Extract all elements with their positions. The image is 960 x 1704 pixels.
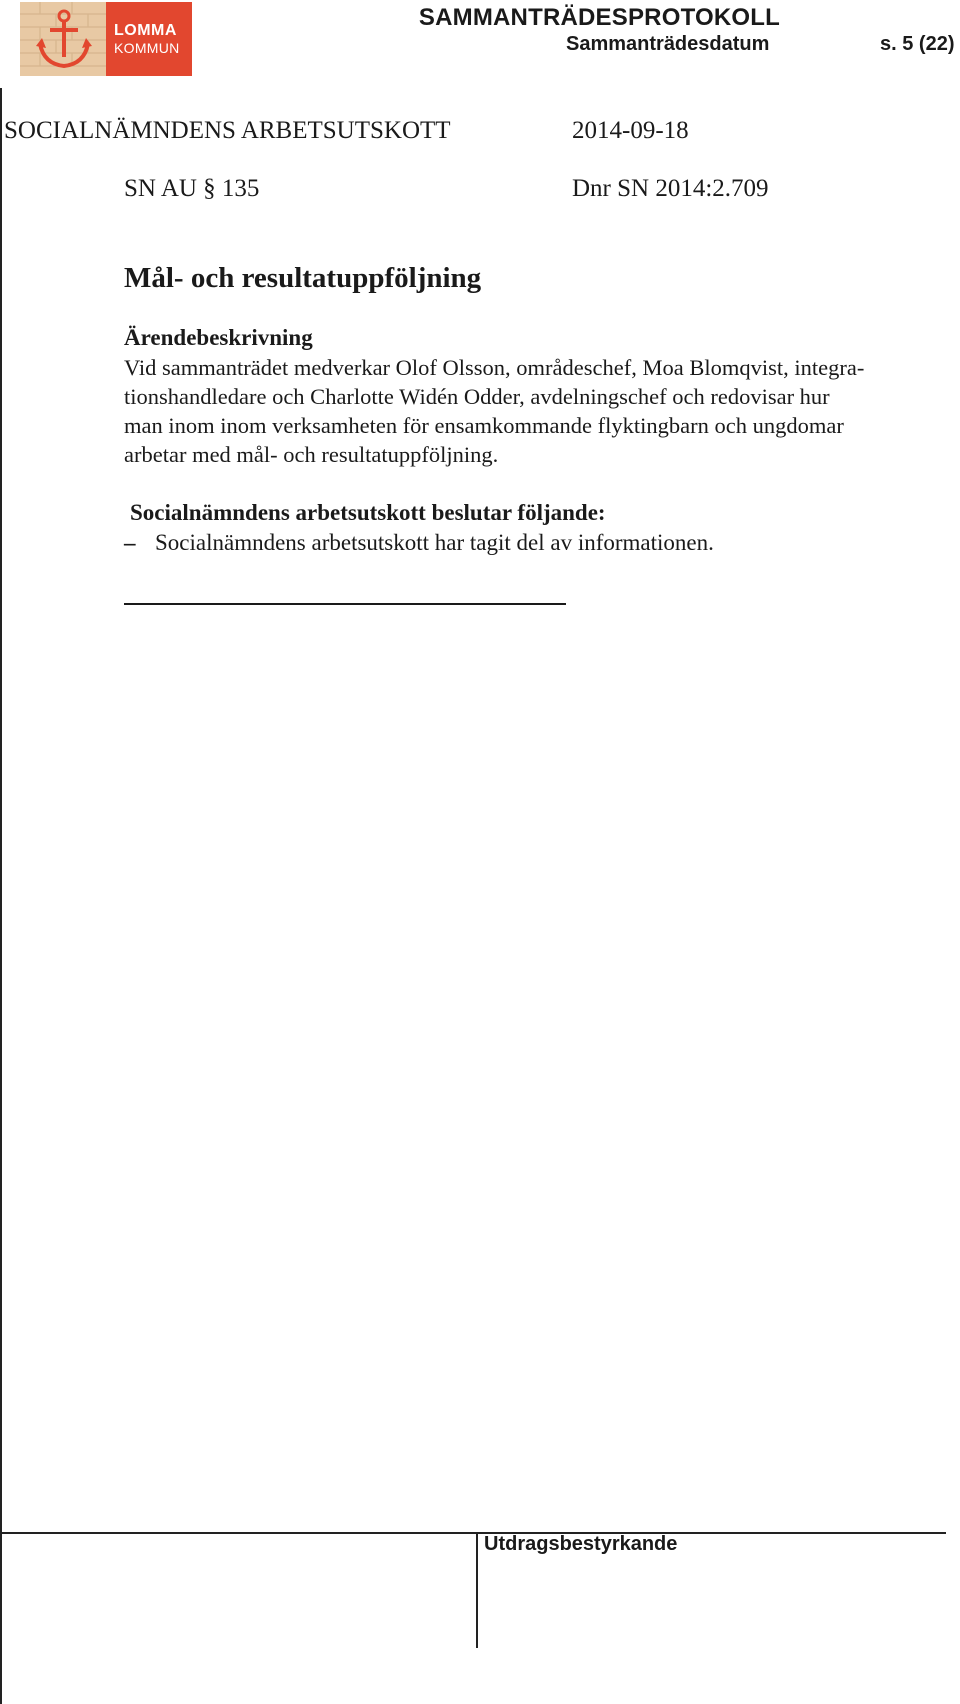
decision-heading: Socialnämndens arbetsutskott beslutar följande: — [130, 500, 606, 525]
logo-text-lomma: LOMMA — [114, 22, 177, 39]
description-line: Vid sammanträdet medverkar Olof Olsson, områdeschef, Moa Blomqvist, integra- — [124, 355, 865, 380]
lomma-kommun-logo — [20, 2, 192, 76]
decision-text: Socialnämndens arbetsutskott har tagit del av informationen. — [155, 530, 714, 555]
committee-name: SOCIALNÄMNDENS ARBETSUTSKOTT — [4, 117, 451, 144]
meeting-date: 2014-09-18 — [572, 117, 689, 144]
logo-text-kommun: KOMMUN — [114, 40, 180, 56]
description-line: man inom inom verksamheten för ensamkommande flyktingbarn och ungdomar — [124, 413, 844, 438]
decision-item — [124, 530, 714, 556]
decision-bullet: – — [124, 530, 136, 555]
footer-divider — [476, 1532, 478, 1648]
meeting-date-label: Sammanträdesdatum — [566, 33, 770, 55]
paragraph-number: SN AU § 135 — [124, 175, 260, 202]
agenda-item-title: Mål- och resultatuppföljning — [124, 262, 482, 294]
page-number: s. 5 (22) — [880, 33, 955, 55]
document-type-title: SAMMANTRÄDESPROTOKOLL — [418, 4, 780, 31]
left-margin-rule — [0, 88, 2, 1704]
case-description-heading: Ärendebeskrivning — [124, 325, 313, 350]
registration-number: Dnr SN 2014:2.709 — [572, 175, 769, 202]
description-line: arbetar med mål- och resultatuppföljning. — [124, 442, 499, 467]
description-line: tionshandledare och Charlotte Widén Odder, avdelningschef och redovisar hur — [124, 384, 830, 409]
end-of-section-rule — [124, 603, 566, 605]
certification-label: Utdragsbestyrkande — [484, 1533, 678, 1555]
footer-rule — [0, 1532, 946, 1534]
